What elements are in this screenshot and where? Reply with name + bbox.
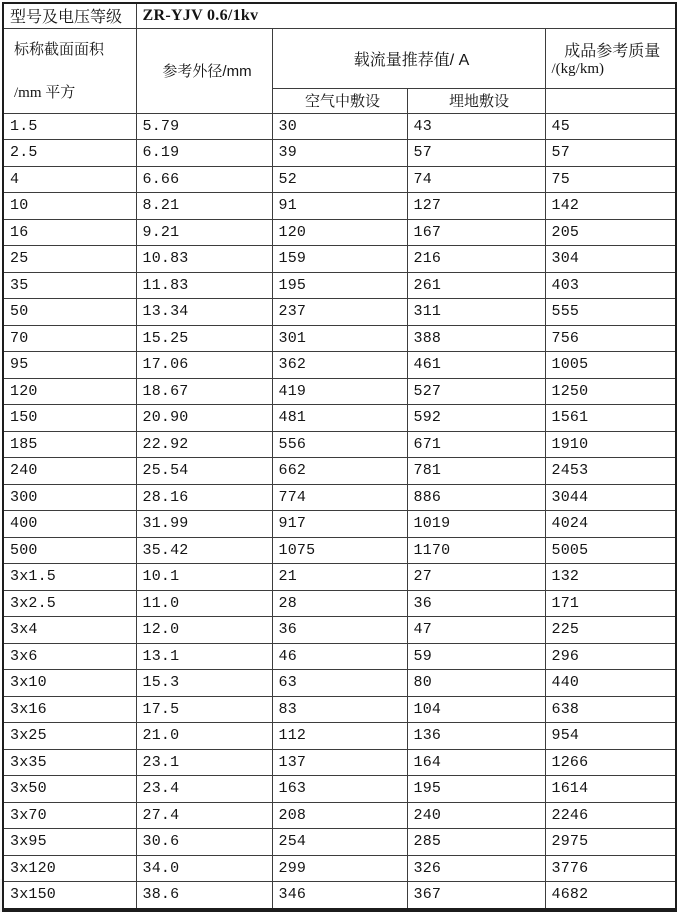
table-row <box>3 246 676 273</box>
cell-section-area: 3x25 <box>3 723 136 750</box>
cell-section-area: 240 <box>3 458 136 485</box>
header-ampacity-buried: 埋地敷设 <box>407 88 545 113</box>
cell-section-area: 10 <box>3 193 136 220</box>
cell-weight: 1266 <box>545 749 676 776</box>
cell-weight: 4024 <box>545 511 676 538</box>
table-row <box>3 802 676 829</box>
table-row <box>3 590 676 617</box>
cell-ampacity-buried: 1019 <box>407 511 545 538</box>
cell-ampacity-air: 419 <box>272 378 407 405</box>
cell-outer-diameter: 10.1 <box>136 564 272 591</box>
cell-section-area: 3x120 <box>3 855 136 882</box>
cell-ampacity-air: 662 <box>272 458 407 485</box>
cell-weight: 2453 <box>545 458 676 485</box>
cell-weight: 555 <box>545 299 676 326</box>
cell-outer-diameter: 35.42 <box>136 537 272 564</box>
cell-ampacity-buried: 311 <box>407 299 545 326</box>
cell-ampacity-buried: 261 <box>407 272 545 299</box>
cell-ampacity-buried: 216 <box>407 246 545 273</box>
cell-ampacity-buried: 57 <box>407 140 545 167</box>
cell-weight: 225 <box>545 617 676 644</box>
header-outer-diameter: 参考外径/mm <box>136 28 272 113</box>
cell-ampacity-air: 1075 <box>272 537 407 564</box>
cell-section-area: 3x35 <box>3 749 136 776</box>
section-area-label: 标称截面面积 <box>14 40 105 58</box>
table-row <box>3 325 676 352</box>
table-row <box>3 670 676 697</box>
cell-ampacity-air: 163 <box>272 776 407 803</box>
cell-ampacity-buried: 136 <box>407 723 545 750</box>
cell-ampacity-buried: 36 <box>407 590 545 617</box>
table-row <box>3 458 676 485</box>
cell-weight: 1910 <box>545 431 676 458</box>
cell-ampacity-buried: 74 <box>407 166 545 193</box>
cell-section-area: 1.5 <box>3 113 136 140</box>
table-row <box>3 352 676 379</box>
table-row <box>3 378 676 405</box>
cell-ampacity-air: 52 <box>272 166 407 193</box>
cell-ampacity-buried: 43 <box>407 113 545 140</box>
cell-outer-diameter: 23.4 <box>136 776 272 803</box>
table-row <box>3 643 676 670</box>
cell-weight: 440 <box>545 670 676 697</box>
cell-outer-diameter: 6.19 <box>136 140 272 167</box>
table-row <box>3 405 676 432</box>
cell-section-area: 500 <box>3 537 136 564</box>
table-row <box>3 723 676 750</box>
cell-outer-diameter: 8.21 <box>136 193 272 220</box>
cell-section-area: 3x95 <box>3 829 136 856</box>
weight-unit: /(kg/km) <box>551 60 604 77</box>
section-area-unit: /mm 平方 <box>14 84 76 101</box>
cell-ampacity-air: 346 <box>272 882 407 910</box>
cell-ampacity-air: 91 <box>272 193 407 220</box>
cell-section-area: 3x2.5 <box>3 590 136 617</box>
header-ampacity-air: 空气中敷设 <box>272 88 407 113</box>
table-row <box>3 299 676 326</box>
cell-ampacity-air: 195 <box>272 272 407 299</box>
cell-weight: 3776 <box>545 855 676 882</box>
cell-weight: 304 <box>545 246 676 273</box>
table-row <box>3 749 676 776</box>
cell-outer-diameter: 31.99 <box>136 511 272 538</box>
cell-weight: 756 <box>545 325 676 352</box>
cell-ampacity-buried: 671 <box>407 431 545 458</box>
cell-outer-diameter: 5.79 <box>136 113 272 140</box>
cell-ampacity-air: 36 <box>272 617 407 644</box>
cell-section-area: 3x6 <box>3 643 136 670</box>
weight-label: 成品参考质量 <box>564 42 661 60</box>
cell-section-area: 400 <box>3 511 136 538</box>
table-row <box>3 537 676 564</box>
cell-outer-diameter: 25.54 <box>136 458 272 485</box>
table-row <box>3 431 676 458</box>
table-header <box>3 3 676 113</box>
header-ampacity-group: 载流量推荐值/ A <box>272 28 545 88</box>
cell-ampacity-air: 120 <box>272 219 407 246</box>
cell-ampacity-air: 556 <box>272 431 407 458</box>
cell-outer-diameter: 38.6 <box>136 882 272 910</box>
cell-ampacity-air: 112 <box>272 723 407 750</box>
cell-ampacity-air: 774 <box>272 484 407 511</box>
cell-section-area: 35 <box>3 272 136 299</box>
model-voltage-value: ZR-YJV 0.6/1kv <box>136 3 676 28</box>
cell-outer-diameter: 11.83 <box>136 272 272 299</box>
cell-ampacity-air: 159 <box>272 246 407 273</box>
cell-ampacity-buried: 388 <box>407 325 545 352</box>
cell-weight: 5005 <box>545 537 676 564</box>
cell-outer-diameter: 10.83 <box>136 246 272 273</box>
cell-ampacity-air: 137 <box>272 749 407 776</box>
table-row <box>3 219 676 246</box>
cell-section-area: 70 <box>3 325 136 352</box>
cell-weight: 171 <box>545 590 676 617</box>
table-row <box>3 140 676 167</box>
cell-section-area: 3x10 <box>3 670 136 697</box>
cell-section-area: 3x1.5 <box>3 564 136 591</box>
cell-ampacity-buried: 367 <box>407 882 545 910</box>
cell-ampacity-air: 917 <box>272 511 407 538</box>
cell-outer-diameter: 28.16 <box>136 484 272 511</box>
cell-ampacity-buried: 285 <box>407 829 545 856</box>
cell-ampacity-buried: 59 <box>407 643 545 670</box>
table-row <box>3 696 676 723</box>
cell-outer-diameter: 23.1 <box>136 749 272 776</box>
cell-weight: 1005 <box>545 352 676 379</box>
cell-outer-diameter: 18.67 <box>136 378 272 405</box>
cell-weight: 2246 <box>545 802 676 829</box>
cell-weight: 1561 <box>545 405 676 432</box>
cell-outer-diameter: 15.25 <box>136 325 272 352</box>
cell-ampacity-buried: 47 <box>407 617 545 644</box>
cell-weight: 638 <box>545 696 676 723</box>
cell-ampacity-buried: 781 <box>407 458 545 485</box>
cell-section-area: 25 <box>3 246 136 273</box>
cell-ampacity-buried: 886 <box>407 484 545 511</box>
cell-ampacity-air: 237 <box>272 299 407 326</box>
cell-outer-diameter: 22.92 <box>136 431 272 458</box>
cell-ampacity-air: 299 <box>272 855 407 882</box>
model-voltage-row <box>3 3 676 28</box>
cell-section-area: 300 <box>3 484 136 511</box>
cell-ampacity-buried: 1170 <box>407 537 545 564</box>
cell-section-area: 120 <box>3 378 136 405</box>
cell-weight: 2975 <box>545 829 676 856</box>
cell-outer-diameter: 13.1 <box>136 643 272 670</box>
cable-spec-table <box>2 2 677 912</box>
cell-outer-diameter: 9.21 <box>136 219 272 246</box>
cell-ampacity-buried: 326 <box>407 855 545 882</box>
table-row <box>3 855 676 882</box>
cell-outer-diameter: 27.4 <box>136 802 272 829</box>
cell-section-area: 3x50 <box>3 776 136 803</box>
cell-outer-diameter: 15.3 <box>136 670 272 697</box>
cell-ampacity-buried: 27 <box>407 564 545 591</box>
cell-weight: 57 <box>545 140 676 167</box>
cell-ampacity-buried: 127 <box>407 193 545 220</box>
cell-section-area: 3x150 <box>3 882 136 910</box>
cell-ampacity-buried: 461 <box>407 352 545 379</box>
cell-section-area: 4 <box>3 166 136 193</box>
cell-weight: 3044 <box>545 484 676 511</box>
cell-outer-diameter: 12.0 <box>136 617 272 644</box>
cell-weight: 296 <box>545 643 676 670</box>
cell-ampacity-air: 46 <box>272 643 407 670</box>
cell-weight: 954 <box>545 723 676 750</box>
cell-ampacity-buried: 240 <box>407 802 545 829</box>
cell-ampacity-buried: 80 <box>407 670 545 697</box>
cell-ampacity-air: 362 <box>272 352 407 379</box>
cell-section-area: 2.5 <box>3 140 136 167</box>
cell-ampacity-buried: 195 <box>407 776 545 803</box>
table-row <box>3 166 676 193</box>
cell-section-area: 3x16 <box>3 696 136 723</box>
cell-ampacity-air: 39 <box>272 140 407 167</box>
cell-ampacity-air: 63 <box>272 670 407 697</box>
table-row <box>3 617 676 644</box>
header-section-area <box>3 28 136 113</box>
cell-section-area: 95 <box>3 352 136 379</box>
cell-weight: 1614 <box>545 776 676 803</box>
cell-ampacity-air: 30 <box>272 113 407 140</box>
cell-ampacity-air: 254 <box>272 829 407 856</box>
cell-section-area: 16 <box>3 219 136 246</box>
table-row <box>3 484 676 511</box>
cell-weight: 75 <box>545 166 676 193</box>
table-row <box>3 272 676 299</box>
cell-outer-diameter: 30.6 <box>136 829 272 856</box>
column-header-row <box>3 28 676 88</box>
cell-ampacity-air: 21 <box>272 564 407 591</box>
cell-weight: 4682 <box>545 882 676 910</box>
table-row <box>3 511 676 538</box>
cell-outer-diameter: 6.66 <box>136 166 272 193</box>
cell-ampacity-air: 301 <box>272 325 407 352</box>
table-row <box>3 882 676 910</box>
cell-weight: 45 <box>545 113 676 140</box>
cell-outer-diameter: 20.90 <box>136 405 272 432</box>
cell-section-area: 50 <box>3 299 136 326</box>
cell-section-area: 185 <box>3 431 136 458</box>
cell-weight: 1250 <box>545 378 676 405</box>
cell-ampacity-buried: 104 <box>407 696 545 723</box>
cell-outer-diameter: 11.0 <box>136 590 272 617</box>
cell-ampacity-buried: 527 <box>407 378 545 405</box>
section-area-header-stack <box>10 34 136 108</box>
cell-outer-diameter: 13.34 <box>136 299 272 326</box>
cell-ampacity-buried: 164 <box>407 749 545 776</box>
table-body <box>3 113 676 910</box>
cell-ampacity-air: 208 <box>272 802 407 829</box>
cell-ampacity-air: 28 <box>272 590 407 617</box>
cell-weight: 205 <box>545 219 676 246</box>
cell-weight: 403 <box>545 272 676 299</box>
weight-header-stack <box>552 35 676 82</box>
header-weight-empty-cell <box>545 88 676 113</box>
cell-weight: 142 <box>545 193 676 220</box>
table-row <box>3 193 676 220</box>
cell-section-area: 3x4 <box>3 617 136 644</box>
table-row <box>3 113 676 140</box>
model-voltage-label: 型号及电压等级 <box>3 3 136 28</box>
cell-outer-diameter: 21.0 <box>136 723 272 750</box>
cell-outer-diameter: 17.5 <box>136 696 272 723</box>
cell-weight: 132 <box>545 564 676 591</box>
cell-section-area: 150 <box>3 405 136 432</box>
table-row <box>3 829 676 856</box>
table-row <box>3 564 676 591</box>
cell-outer-diameter: 17.06 <box>136 352 272 379</box>
cell-section-area: 3x70 <box>3 802 136 829</box>
cell-ampacity-air: 83 <box>272 696 407 723</box>
cell-ampacity-buried: 167 <box>407 219 545 246</box>
cell-ampacity-buried: 592 <box>407 405 545 432</box>
header-weight <box>545 28 676 88</box>
cell-outer-diameter: 34.0 <box>136 855 272 882</box>
cell-ampacity-air: 481 <box>272 405 407 432</box>
table-row <box>3 776 676 803</box>
